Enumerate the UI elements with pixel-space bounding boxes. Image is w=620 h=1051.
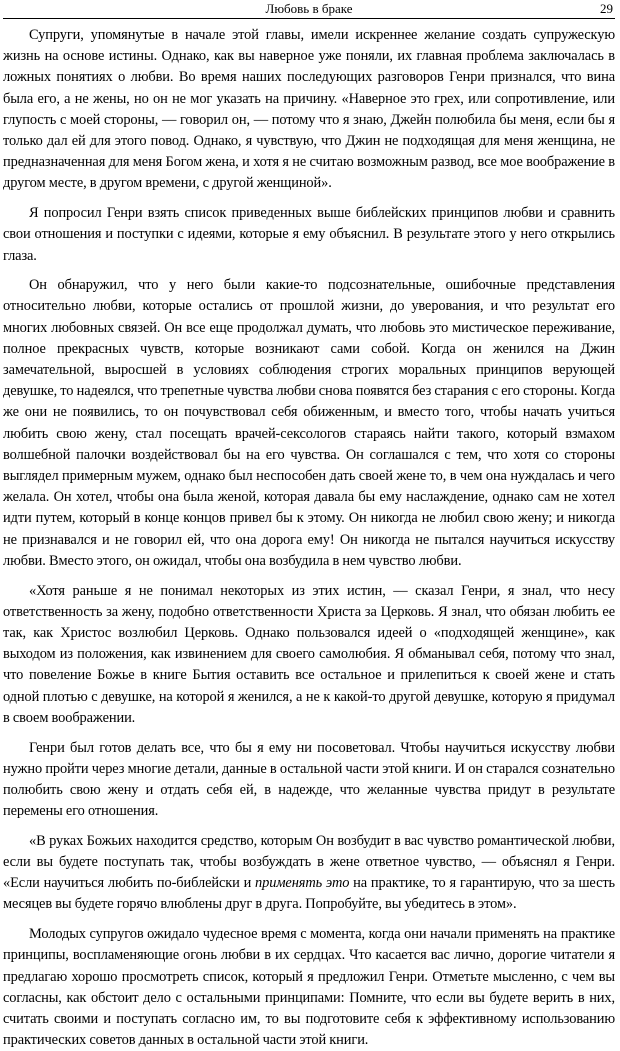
paragraph-text: «В руках Божьих находится средство, которым Он возбудит в вас чувство романтической любви, если вы будете поступать так, чтобы возбуждать в жене ответное чувство, — объяснял я Генри. «Если научиться любить по-библейски и <box>3 832 615 892</box>
paragraph: Я попросил Генри взять список приведенных выше библейских принципов любви и сравнить свои отношения и поступки с идеями, которые я ему объяснил. В результате этого у него открылись глаза. <box>3 205 615 264</box>
paragraph: Генри был готов делать все, что бы я ему ни посоветовал. Чтобы научиться искусству любви нужно пройти через многие детали, данные в остальной части этой книги. И он старался сознательно полюбить свою жену и отдать себя ей, в надежде, что желанные чувства придут в результате перемены его отношения. <box>3 739 615 820</box>
running-header <box>3 0 615 19</box>
paragraph-with-emphasis <box>3 831 615 916</box>
paragraph: «Хотя раньше я не понимал некоторых из этих истин, — сказал Генри, я знал, что несу ответственность за жену, подобно ответственности Христа за Церковь. Я знал, что обязан любить ее так, как Христос возлюбил Церковь. Однако пользовался идеей о «подходящей женщине», как выходом из положения, как извинением для своего самолюбия. Я обманывал себя, потому что знал, что повеление Божье в книге Бытия оставить все остальное и прилепиться к своей жене и стать одной плотью с девушке, на которой я женился, а не к какой-то другой девушке, которую я придумал в своем воображении. <box>3 582 615 726</box>
paragraph: Супруги, упомянутые в начале этой главы, имели искреннее желание создать супружескую жизнь на основе истины. Однако, как вы наверное уже поняли, их главная проблема заключалась в ложных понятиях о любви. Во время наших последующих разговоров Генри признался, что вина была его, а не жены, но он не мог указать на причину. «Наверное это грех, или сопротивление, или глупость с моей стороны, — говорил он, — потому что я знаю, Джейн полюбила бы меня, если бы я только дал ей для этого повод. Однако, я чувствую, что Джин не подходящая для меня женщина, не предназначенная для меня Богом жена, и хотя я не считаю возможным развод, все мое воображение в другом месте, в другом времени, с другой женщиной». <box>3 27 615 192</box>
emphasis-text: применять это <box>255 875 350 892</box>
running-title: Любовь в браке <box>265 1 353 16</box>
page-number: 29 <box>600 1 613 16</box>
paragraph: Молодых супругов ожидало чудесное время с момента, когда они начали применять на практике принципы, воспламеняющие огонь любви в их сердцах. Что касается вас лично, дорогие читатели я предлагаю хорошо просмотреть список, который я предложил Генри. Отметьте мысленно, с чем вы согласны, как обстоит дело с остальными принципами: Помните, что если вы будете верить в них, считать своими и поступать согласно им, то вы подготовите себя к эффективному использованию практических советов данных в остальной части этой книги. <box>3 926 615 1049</box>
paragraph-text-tail: на практике, то я гарантирую, что за шесть месяцев вы будете горячо влюблены друг в друга. Попробуйте, вы убедитесь в этом». <box>3 875 616 913</box>
paragraph: Он обнаружил, что у него были какие-то подсознательные, ошибочные представления относительно любви, которые остались от прошлой жизни, до уверования, и что результат его многих любовных связей. Он все еще продолжал думать, что любовь это мистическое переживание, полное прекрасных чувств, которые возникают сами собой. Когда он женился на Джин замечательной, выросшей в условиях соблюдения строгих моральных принципов верующей девушке, то надеялся, что трепетные чувства любви снова появятся без старания с его стороны. Когда же они не появились, то он почувствовал себя обиженным, и вместо того, чтобы начать учиться любить свою жену, стал посещать врачей-сексологов стараясь найти такого, который взмахом волшебной палочки воздействовал бы на его чувства. Он соглашался с тем, что хотя со стороны выглядел примерным мужем, однако был неспособен дать своей жене то, в чем она нуждалась и чего желала. Он хотел, чтобы она была женой, которая давала бы ему наслаждение, однако сам не хотел идти путем, который в конце концов привел бы к этому. Он никогда не любил свою жену; и никогда не признавался и не говорил ей, что она дорога ему! Он никогда не пытался научиться искусству любви. Вместо этого, он ожидал, чтобы она возбудила в нем чувство любви. <box>3 277 616 569</box>
text-body <box>3 25 615 1051</box>
